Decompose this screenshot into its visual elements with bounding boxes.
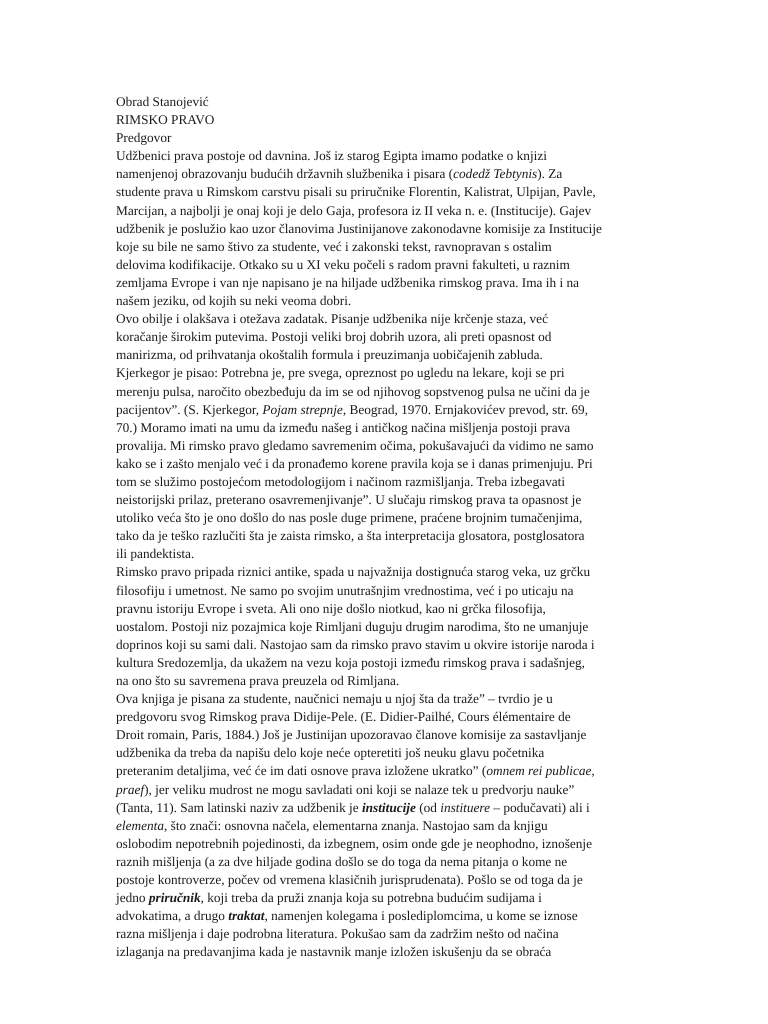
text-line [116,310,742,328]
book-title: RIMSKO PRAVO [116,112,215,128]
text-segment: izlaganja na predavanjima kada je nastavnik manje izložen iskušenju da se obraća [116,944,552,960]
text-line [116,419,742,437]
text-segment: delovima kodifikacije. Otkako su u XI veku počeli s radom pravni fakulteti, u raznim [116,256,570,272]
text-line [116,618,742,636]
text-segment: doprinos koji su sami dali. Nastojao sam da rimsko pravo stavim u okvire istorije naroda i [116,636,595,652]
text-segment: razna mišljenja i daje podrobna literatura. Pokušao sam da zadržim nešto od načina [116,926,559,942]
emphasized-text: Pojam strepnje [262,401,343,417]
text-segment: , Beograd, 1970. Ernjakovićev prevod, str. 69, [342,401,589,417]
text-line [116,762,742,780]
text-segment: uostalom. Postoji niz pozajmica koje Rimljani duguju drugim narodima, što ne umanjuje [116,618,589,634]
text-segment: našem jeziku, od kojih su neki veoma dobri. [116,293,352,309]
text-line [116,401,742,419]
text-line [116,744,742,762]
paragraph [116,563,742,690]
text-segment: pravnu istoriju Evrope i sveta. Ali ono nije došlo niotkud, kao ni grčka filosofija, [116,600,546,616]
text-segment: Ova knjiga je pisana za studente, naučnici nemaju u njoj šta da traže” – tvrdio je u [116,691,553,707]
text-segment: ), jer veliku mudrost ne mogu savladati oni koji se nalaze tek u predvorju nauke” [144,781,575,797]
text-line [116,582,742,600]
section-heading: Predgovor [116,130,172,146]
emphasized-text: priručnik [148,890,201,906]
text-line [116,600,742,618]
emphasized-text: instituere [440,799,491,815]
text-line [116,256,742,274]
text-segment: oslobodim nepotrebnih pojedinosti, da izbegnem, osim onde gde je neophodno, iznošenje [116,835,593,851]
text-segment: merenju pulsa, naročito obezbeđuju da im se od njihovog sopstvenog pulsa ne učini da je [116,383,590,399]
text-segment: Marcijan, a najbolji je onaj koji je delo Gaja, profesora iz II veka n. e. (Institucije). Gajev [116,202,592,218]
emphasized-text: codedž Tebtynis [453,166,538,182]
text-line [116,165,742,183]
paragraph [116,310,742,563]
text-line [116,563,742,581]
text-line [116,636,742,654]
text-segment: Udžbenici prava postoje od davnina. Još iz starog Egipta imamo podatke o knjizi [116,148,547,164]
text-segment: provalija. Mi rimsko pravo gledamo savremenim očima, pokušavajući da vidimo ne samo [116,437,594,453]
text-segment: tom se služimo postojećom metodologijom i načinom razmišljanja. Treba izbegavati [116,473,566,489]
text-segment: tako da je teško razlučiti šta je zaista rimsko, a šta interpretacija glosatora, postglosatora [116,528,585,544]
text-line [116,889,742,907]
text-segment: namenjenoj obrazovanju budućih državnih službenika i pisara ( [116,166,454,182]
text-line [116,238,742,256]
text-line [116,907,742,925]
text-line [116,328,742,346]
text-segment: studente prava u Rimskom carstvu pisali su priručnike Florentin, Kalistrat, Ulpijan, Pavle, [116,184,596,200]
text-segment: jedno [116,890,149,906]
text-segment: Kjerkegor je pisao: Potrebna je, pre svega, opreznost po ugledu na lekare, koji se pri [116,365,565,381]
text-segment: , koji treba da pruži znanja koja su potrebna budućim sudijama i [200,890,542,906]
emphasized-text: praef [116,781,145,797]
text-segment: advokatima, a drugo [116,908,229,924]
text-line [116,437,742,455]
text-segment: – podučavati) ali i [490,799,590,815]
emphasized-text: omnem rei publicae, [486,763,595,779]
text-segment: neistorijski prilaz, preterano osavremenjivanje”. U slučaju rimskog prava ta opasnost je [116,492,582,508]
text-segment: zemljama Evrope i van nje napisano je na hiljade udžbenika rimskog prava. Ima ih i na [116,274,580,290]
text-line [116,292,742,310]
text-segment: (Tanta, 11). Sam latinski naziv za udžbenik je [116,799,362,815]
text-segment: , što znači: osnovna načela, elementarna znanja. Nastojao sam da knjigu [164,817,548,833]
text-line [116,183,742,201]
emphasized-text: traktat [228,908,265,924]
text-segment: udžbenika da treba da napišu delo koje neće opteretiti još neuku glavu početnika [116,745,545,761]
text-line [116,346,742,364]
text-segment: pacijentov”. (S. Kjerkegor, [116,401,263,417]
paragraph [116,147,742,310]
document-page [116,93,742,962]
paragraph [116,690,742,961]
text-line [116,726,742,744]
text-segment: ili pandektista. [116,546,195,562]
text-line [116,509,742,527]
body-text [116,147,742,961]
text-segment: kako se i zašto menjalo već i da pronađemo korene pravila koja se i danas primenjuju. Pri [116,455,593,471]
text-line [116,147,742,165]
text-segment: Ovo obilje i olakšava i otežava zadatak. Pisanje udžbenika nije krčenje staza, već [116,311,548,327]
text-line [116,654,742,672]
text-segment: , namenjen kolegama i poslediplomcima, u kome se iznose [264,908,578,924]
text-segment: manirizma, od prihvatanja okoštalih formula i preuzimanja uobičajenih zabluda. [116,347,543,363]
text-segment: Rimsko pravo pripada riznici antike, spada u najvažnija dostignuća starog veka, uz grčku [116,564,591,580]
text-line [116,817,742,835]
text-segment: (od [415,799,441,815]
text-segment: predgovoru svog Rimskog prava Didije-Pele. (E. Didier-Pailhé, Cours élémentaire de [116,709,571,725]
text-line [116,853,742,871]
text-line [116,672,742,690]
text-line [116,871,742,889]
emphasized-text: institucije [361,799,416,815]
text-line [116,274,742,292]
text-segment: postoje kontroverze, počev od vremena klasičnih jurisprudenata). Pošlo se od toga da je [116,872,583,888]
text-line [116,491,742,509]
text-line [116,781,742,799]
author-name: Obrad Stanojević [116,94,209,109]
text-line [116,455,742,473]
text-line [116,202,742,220]
text-segment: koračanje širokim putevima. Postoji veliki broj dobrih uzora, ali preti opasnost od [116,329,552,345]
text-line [116,925,742,943]
text-line [116,799,742,817]
text-segment: kultura Sredozemlja, da ukažem na vezu koja postoji između rimskog prava i sadašnjeg, [116,654,585,670]
text-line [116,943,742,961]
text-segment: Droit romain, Paris, 1884.) Još je Justinijan upozoravao članove komisije za sastavljanje [116,727,587,743]
text-segment: 70.) Moramo imati na umu da između našeg i antičkog načina mišljenja postoji prava [116,419,571,435]
text-line [116,364,742,382]
text-line [116,835,742,853]
text-segment: filosofiju i umetnost. Ne samo po svojim unutrašnjim vrednostima, već i po uticaju na [116,582,574,598]
text-segment: ). Za [537,166,563,182]
text-segment: udžbenik je poslužio kao uzor članovima Justinijanove zakonodavne komisije za Institucije [116,220,602,236]
emphasized-text: elementa [116,817,164,833]
text-line [116,220,742,238]
text-line [116,527,742,545]
text-segment: utoliko veća što je ono došlo do nas posle duge primene, praćene brojnim tumačenjima, [116,510,583,526]
text-line [116,708,742,726]
text-line [116,545,742,563]
text-line [116,690,742,708]
text-line [116,383,742,401]
text-segment: raznih mišljenja (a za dve hiljade godina došlo se do toga da nema pitanja o kome ne [116,853,568,869]
text-line [116,473,742,491]
text-segment: preteranim detaljima, već će im dati osnove prava izložene ukratko” ( [116,763,487,779]
text-segment: na ono što su savremena prava preuzela od Rimljana. [116,673,400,688]
text-segment: koje su bile ne samo štivo za studente, već i zakonski tekst, ravnopravan s ostalim [116,238,552,254]
